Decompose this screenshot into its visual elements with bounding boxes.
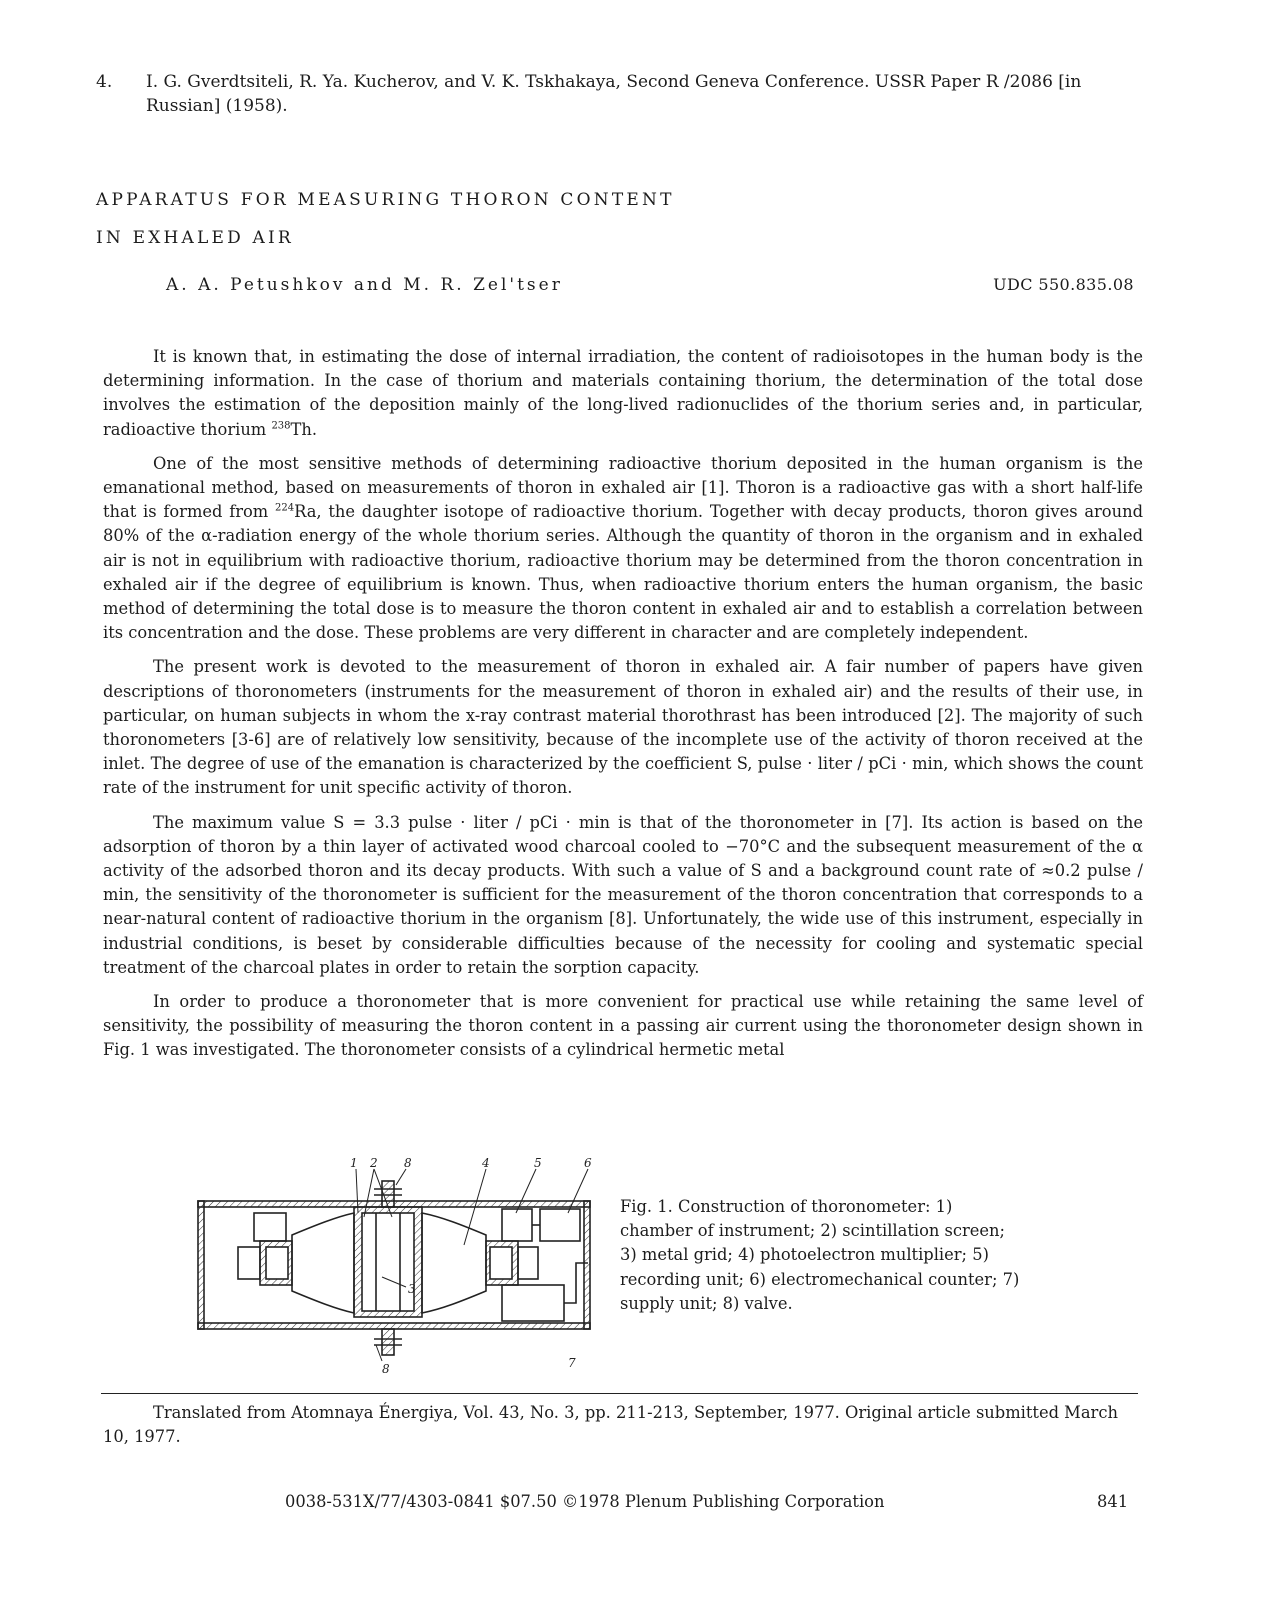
authors: A. A. Petushkov and M. R. Zel'tser xyxy=(166,275,563,295)
paragraph: One of the most sensitive methods of determining radioactive thorium deposited in the human organism is the emanational method, based on measurements of thoron in exhaled air [1]. Thoron is a radioactive gas with a short half-life that is formed from $^{224}$Ra, the daughter isotope of radioactive thorium. Together with decay products, thoron gives around 80% of the α-radiation energy of the whole thorium series. Although the quantity of thoron in the organism and in exhaled air is not in equilibrium with radioactive thorium, radioactive thorium may be determined from the thoron concentration in exhaled air if the degree of equilibrium is known. Thus, when radioactive thorium enters the human organism, the basic method of determining the total dose is to measure the thoron content in exhaled air and to establish a correlation between its concentration and the dose. These problems are very different in character and are completely independent. xyxy=(103,453,1144,643)
thoronometer-diagram xyxy=(196,1155,602,1377)
chamber-wall-bottom xyxy=(198,1323,590,1329)
paragraph: It is known that, in estimating the dose of internal irradiation, the content of radioisotopes in the human body is the determining information. In the case of thorium and materials containing thorium, the determination of the total dose involves the estimation of the deposition mainly of the long-lived radionuclides of the thorium series and, in particular, radioactive thorium $^{238}$Th. xyxy=(103,347,1143,439)
label-7: 7 xyxy=(568,1356,576,1370)
paragraph: In order to produce a thoronometer that is more convenient for practical use while retaining the same level of sensitivity, the possibility of measuring the thoron content in a passing air current using the thoronometer design shown in Fig. 1 was investigated. The thoronometer consists of a cylindrical hermetic metal xyxy=(103,992,1143,1060)
label-1: 1 xyxy=(350,1156,358,1170)
label-5: 5 xyxy=(534,1156,542,1170)
reference-number: 4. xyxy=(96,72,113,92)
electromechanical-counter xyxy=(540,1209,580,1241)
photomultiplier-left xyxy=(292,1213,354,1313)
page-number: 841 xyxy=(1097,1492,1129,1511)
reference-item xyxy=(96,70,1136,118)
label-2: 2 xyxy=(370,1156,378,1170)
translation-note: Translated from Atomnaya Énergiya, Vol. 43, No. 3, pp. 211-213, September, 1977. Original article submitted March 10, 1977. xyxy=(103,1403,1118,1447)
paragraph: The maximum value S = 3.3 pulse · liter / pCi · min is that of the thoronometer in [7]. Its action is based on the adsorption of thoron by a thin layer of activated wood charcoal cooled to −70°C and the subsequent measurement of the α activity of the adsorbed thoron and its decay products. With such a value of S and a background count rate of ≈0.2 pulse / min, the sensitivity of the thoronometer is sufficient for the measurement of the thoron concentration that corresponds to a near-natural content of radioactive thorium in the organism [8]. Unfortunately, the wide use of this instrument, especially in industrial conditions, is beset by considerable difficulties because of the necessity for cooling and systematic special treatment of the charcoal plates in order to retain the sorption capacity. xyxy=(103,812,1143,977)
label-4: 4 xyxy=(482,1156,490,1170)
publisher-code: 0038-531X/77/4303-0841 $07.50 ©1978 Plenum Publishing Corporation xyxy=(285,1492,885,1511)
footnote-rule xyxy=(101,1393,1138,1394)
supply-unit xyxy=(502,1285,564,1321)
body-text xyxy=(103,345,1143,1073)
udc-code: UDC 550.835.08 xyxy=(993,275,1134,294)
article-title-line-1: APPARATUS FOR MEASURING THORON CONTENT xyxy=(96,190,675,210)
reference-text: I. G. Gverdtsiteli, R. Ya. Kucherov, and V. K. Tskhakaya, Second Geneva Conference. USSR Paper R /2086 [in Russian] (1958). xyxy=(146,72,1082,116)
label-8-top: 8 xyxy=(404,1156,412,1170)
chamber-wall-right xyxy=(584,1201,590,1329)
paragraph: The present work is devoted to the measurement of thoron in exhaled air. A fair number of papers have given descriptions of thoronometers (instruments for the measurement of thoron in exhaled air) and the results of their use, in particular, on human subjects in whom the x-ray contrast material thorothrast has been introduced [2]. The majority of such thoronometers [3-6] are of relatively low sensitivity, because of the incomplete use of the activity of thoron received at the inlet. The degree of use of the emanation is characterized by the coefficient S, pulse · liter / pCi · min, which shows the count rate of the instrument for unit specific activity of thoron. xyxy=(103,657,1143,798)
recording-unit xyxy=(502,1209,532,1241)
label-6: 6 xyxy=(584,1156,592,1170)
label-3: 3 xyxy=(408,1282,416,1296)
chamber-wall-left xyxy=(198,1201,204,1329)
article-title-line-2: IN EXHALED AIR xyxy=(96,228,294,248)
photomultiplier-right xyxy=(422,1213,486,1313)
figure-caption: Fig. 1. Construction of thoronometer: 1) chamber of instrument; 2) scintillation screen; 3) metal grid; 4) photoelectron multiplier; 5) recording unit; 6) electromechanical counter; 7) supply unit; 8) valve. xyxy=(620,1197,1020,1313)
valve-bottom xyxy=(382,1329,394,1355)
label-8-bottom: 8 xyxy=(382,1362,390,1376)
